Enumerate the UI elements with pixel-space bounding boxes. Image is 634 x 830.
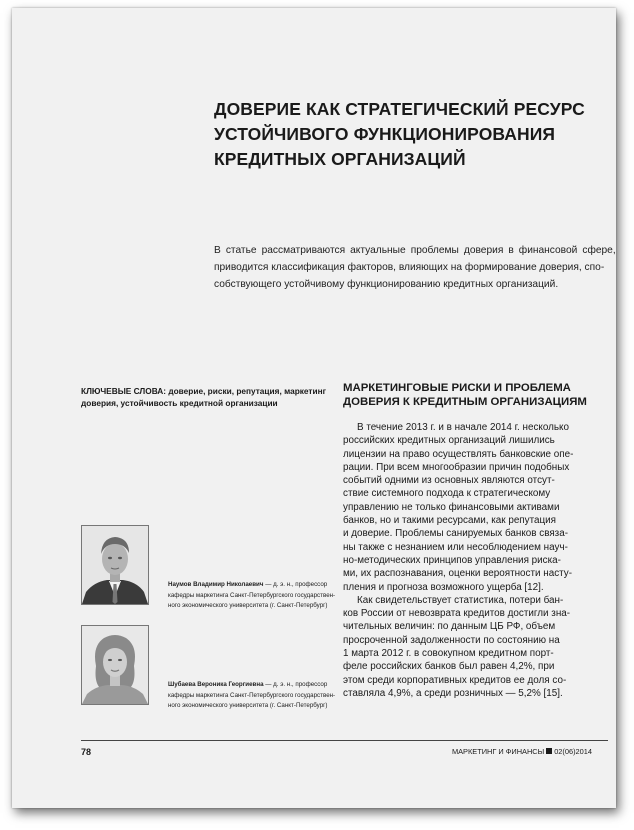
journal-footer — [452, 747, 592, 756]
author-name: Наумов Владимир Николаевич — [168, 581, 264, 588]
author-name: Шубаева Вероника Георгиевна — [168, 681, 264, 688]
author-info-shubaeva — [168, 680, 358, 712]
author-degree: — д. э. н., профессор — [265, 681, 328, 688]
abstract-line: собствующего устойчивому функционированию кредитных организаций. — [214, 279, 559, 290]
abstract-line: В статье рассматриваются актуальные проблемы доверия в финансовой сфере, — [214, 245, 616, 256]
section-heading-line: МАРКЕТИНГОВЫЕ РИСКИ И ПРОБЛЕМА — [343, 382, 571, 394]
body-line: лицензии на право осуществлять банковские опе- — [343, 448, 574, 460]
body-line: ны также с незнанием или несоблюдением науч- — [343, 541, 568, 553]
body-line: пления и прогноза возможного ущерба [12]. — [343, 581, 544, 593]
square-separator-icon — [546, 748, 552, 754]
author-line — [168, 580, 358, 591]
body-line: и доверие. Проблемы санируемых банков связа- — [343, 528, 568, 540]
body-line: этом среди корпоративных кредитов ее доля со- — [343, 674, 567, 686]
author-degree: — д. э. н., профессор — [265, 581, 328, 588]
body-line: ставляла 4,9%, а среди розничных — 5,2% [15]. — [343, 687, 563, 699]
author-line: ного экономического университета (г. Санкт-Петербург) — [168, 602, 328, 609]
title-line: ДОВЕРИЕ КАК СТРАТЕГИЧЕСКИЙ РЕСУРС — [214, 99, 585, 119]
body-line: российских кредитных организаций лишились — [343, 435, 555, 447]
title-line: КРЕДИТНЫХ ОРГАНИЗАЦИЙ — [214, 149, 466, 169]
author-photo-naumov — [81, 525, 149, 605]
author-line: кафедры маркетинга Санкт-Петербургского государствен- — [168, 691, 336, 699]
article-title — [214, 97, 604, 172]
journal-page — [12, 8, 616, 808]
author-info-naumov — [168, 580, 358, 612]
body-line: ков России от невозврата кредитов достигли зна- — [343, 608, 571, 620]
body-line: событий одними из основных являются отсут- — [343, 475, 555, 487]
body-line: феле российских банков был равен 4,2%, при — [343, 661, 555, 673]
journal-issue: 02(06)2014 — [554, 747, 592, 756]
keywords-line: доверия, устойчивость кредитной организации — [81, 397, 278, 408]
footer-rule — [81, 740, 608, 741]
author-line — [168, 680, 358, 691]
abstract-line: приводится классификация факторов, влияющих на формирование доверия, спо- — [214, 262, 605, 273]
page-number: 78 — [81, 747, 92, 757]
body-line: ствие системного подхода к стратегическому — [343, 488, 551, 500]
body-line: просроченной задолженности по состоянию на — [343, 634, 560, 646]
body-line: банков, но и такими ресурсами, как репутация — [343, 515, 557, 527]
section-heading-line: ДОВЕРИЯ К КРЕДИТНЫМ ОРГАНИЗАЦИЯМ — [343, 396, 587, 408]
section-body — [343, 421, 607, 700]
body-line: Как свидетельствует статистика, потери бан- — [357, 594, 564, 606]
body-line: 1 марта 2012 г. в совокупном кредитном порт- — [343, 648, 554, 660]
body-line: чительных величин: по данным ЦБ РФ, объем — [343, 621, 556, 633]
body-line: В течение 2013 г. и в начале 2014 г. несколько — [357, 422, 569, 433]
title-line: УСТОЙЧИВОГО ФУНКЦИОНИРОВАНИЯ — [214, 124, 556, 144]
journal-name: МАРКЕТИНГ И ФИНАНСЫ — [451, 747, 545, 756]
body-line: управлению не только финансовыми активами — [343, 501, 560, 513]
keywords-line: КЛЮЧЕВЫЕ СЛОВА: доверие, риски, репутация, маркетинг — [81, 386, 327, 396]
section-heading — [343, 381, 603, 409]
body-line: но-методических принципов управления риска- — [343, 554, 561, 566]
article-abstract — [214, 242, 614, 293]
keywords — [81, 386, 327, 409]
author-photo-shubaeva — [81, 625, 149, 705]
author-line: кафедры маркетинга Санкт-Петербургского государствен- — [168, 591, 336, 599]
body-line: рации. При всем многообразии причин подобных — [343, 461, 570, 473]
author-line: ного экономического университета (г. Санкт-Петербург) — [168, 702, 328, 709]
body-line: ми, их распознавания, оценки вероятности насту- — [343, 568, 572, 580]
